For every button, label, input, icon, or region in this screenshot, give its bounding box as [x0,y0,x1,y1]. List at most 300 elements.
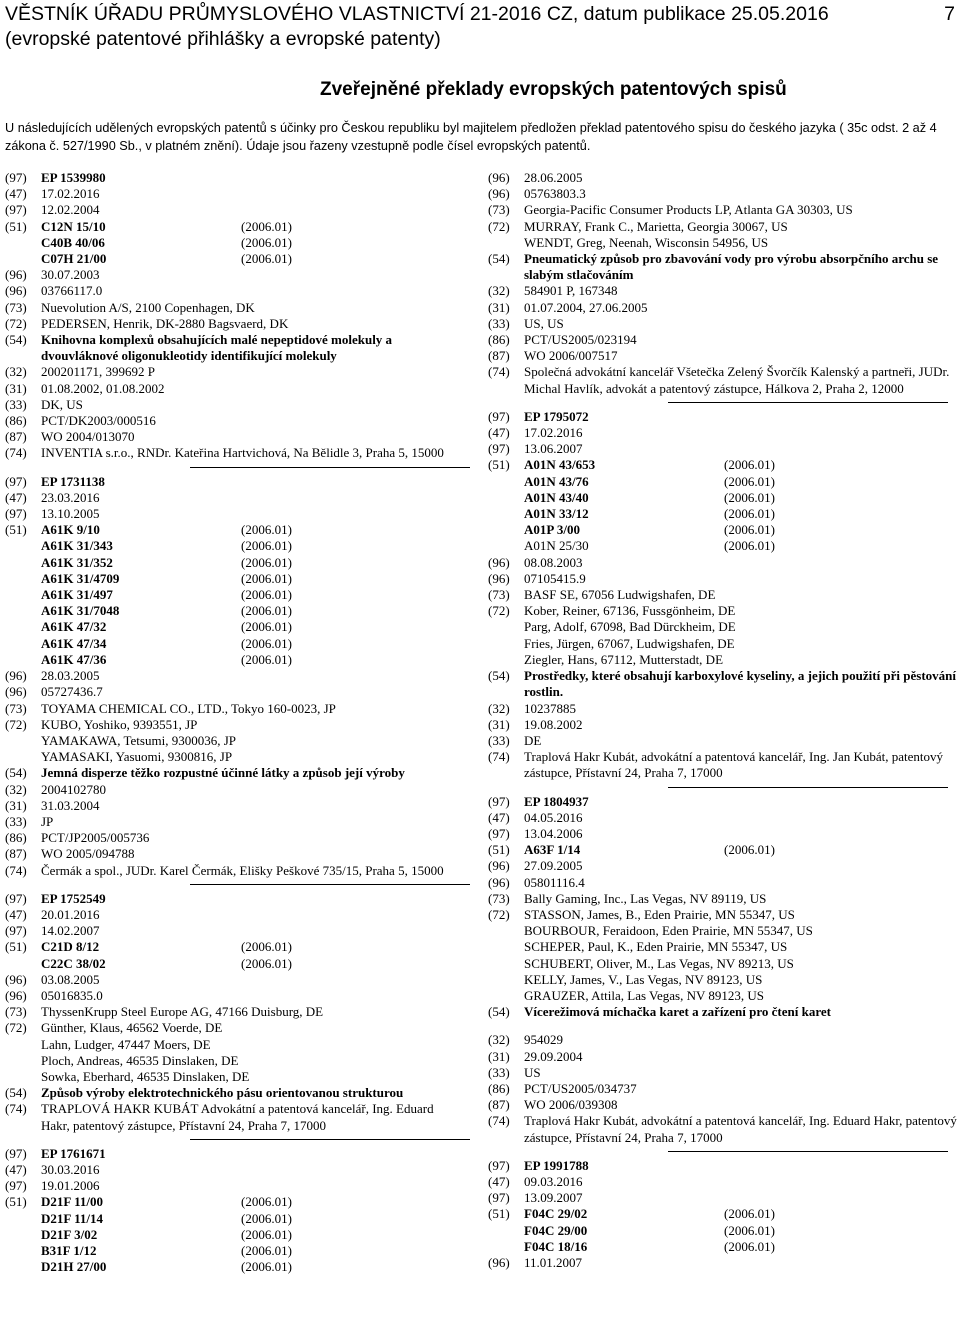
patent-field [5,429,465,445]
patent-field [5,652,465,668]
field-code: (87) [5,429,27,445]
field-value: 31.03.2004 [41,797,100,813]
patent-field [5,251,465,267]
patent-field [488,1190,958,1206]
field-code [488,972,524,988]
patent-field [5,364,465,380]
ipc-class: A61K 31/343 [41,538,113,554]
field-code [5,1053,41,1069]
field-code [5,555,41,571]
field-value: 17.02.2016 [524,425,583,441]
patent-entry [488,409,958,782]
field-value: PCT/US2005/034737 [524,1080,637,1096]
classification [41,571,465,587]
patent-field [5,1243,465,1259]
patent-field [5,587,465,603]
field-value: Způsob výroby elektrotechnického pásu orientovanou strukturou [41,1085,404,1101]
patent-field [488,251,958,283]
entry-separator [488,397,958,409]
field-code [488,988,524,1004]
field-code: (72) [5,1020,27,1036]
ipc-version: (2006.01) [241,1194,292,1210]
patent-field [5,267,465,283]
patent-field [488,988,958,1004]
field-value: WO 2006/039308 [524,1097,618,1113]
field-value: Sowka, Eberhard, 46535 Dinslaken, DE [41,1068,250,1084]
classification [524,506,958,522]
entry-separator [5,1134,465,1146]
field-value: 200201171, 399692 P [41,364,155,380]
ipc-version: (2006.01) [724,473,775,489]
field-value: PCT/JP2005/005736 [41,830,150,846]
ipc-class: A01N 33/12 [524,506,589,522]
ipc-class: A01P 3/00 [524,522,580,538]
patent-field [488,701,958,717]
patent-field [5,733,465,749]
patent-field [5,636,465,652]
field-code: (73) [488,587,510,603]
field-code [488,636,524,652]
field-value: EP 1795072 [524,408,589,424]
field-code: (51) [5,939,27,955]
field-code [488,538,524,554]
ipc-version: (2006.01) [241,651,292,667]
field-code: (54) [5,332,27,348]
ipc-version: (2006.01) [724,457,775,473]
patent-field [5,782,465,798]
patent-field [488,348,958,364]
patent-field [488,956,958,972]
patent-field [5,1227,465,1243]
field-code: (96) [488,874,510,890]
patent-field [488,652,958,668]
classification [41,235,465,251]
field-code [5,1069,41,1085]
patent-field [5,923,465,939]
patent-field [488,733,958,749]
ipc-version: (2006.01) [724,1206,775,1222]
patent-field [488,1255,958,1271]
ipc-class: D21F 11/14 [41,1210,103,1226]
patent-field [488,891,958,907]
spacer [488,1020,958,1032]
field-value: ThyssenKrupp Steel Europe AG, 47166 Duisburg, DE [41,1004,324,1020]
patent-field [488,555,958,571]
field-code [5,1037,41,1053]
patent-field [5,170,465,186]
field-value: STASSON, James, B., Eden Prairie, MN 55347, US [524,906,795,922]
field-code [5,1227,41,1243]
field-value: 05727436.7 [41,684,103,700]
patent-field [5,972,465,988]
field-code: (97) [488,1157,510,1173]
field-code: (86) [488,332,510,348]
field-code: (47) [5,186,27,202]
classification [41,587,465,603]
patent-field [5,474,465,490]
field-code: (96) [488,1255,510,1270]
field-code: (96) [488,554,510,570]
field-code [488,619,524,635]
field-code: (97) [5,1145,27,1161]
field-code: (32) [5,364,27,380]
ipc-version: (2006.01) [724,1238,775,1254]
patent-field [5,186,465,202]
patent-field [488,907,958,923]
patent-entry [5,474,465,879]
patent-entry [5,1146,465,1276]
field-code: (32) [488,283,510,299]
classification [524,457,958,473]
patent-field [5,538,465,554]
patent-field [5,1178,465,1194]
field-code: (97) [488,793,510,809]
field-code [5,619,41,635]
field-value: BOURBOUR, Feraidoon, Eden Prairie, MN 55347, US [524,923,813,939]
patent-field [5,283,465,299]
field-code: (32) [5,781,27,797]
patent-field [5,830,465,846]
classification [41,1194,465,1210]
patent-field [488,300,958,316]
ipc-version: (2006.01) [724,842,775,858]
field-code: (96) [5,971,27,987]
field-value: Traplová Hakr Kubát, advokátní a patentová kancelář, Ing. Eduard Hakr, patentový zástupce, Přístavní 24, Praha 7, 17000 [524,1113,957,1145]
journal-title: VĚSTNÍK ÚŘADU PRŮMYSLOVÉHO VLASTNICTVÍ 21-2016 CZ, datum publikace 25.05.2016 [5,3,829,25]
patent-field [488,619,958,635]
patent-field [488,219,958,235]
patent-field [488,1097,958,1113]
patent-field [488,1158,958,1174]
ipc-class: A01N 43/653 [524,457,596,473]
field-code: (74) [488,1113,510,1129]
patent-field [488,235,958,251]
field-code [5,956,41,972]
field-code [5,251,41,267]
field-value: Fries, Jürgen, 67067, Ludwigshafen, DE [524,635,735,651]
ipc-class: D21F 3/02 [41,1226,98,1242]
classification [41,538,465,554]
field-code: (96) [5,987,27,1003]
field-code [488,939,524,955]
field-code: (97) [5,1178,27,1194]
patent-field [488,474,958,490]
patent-field [488,1174,958,1190]
field-code: (73) [488,890,510,906]
patent-field [488,939,958,955]
field-value: Traplová Hakr Kubát, advokátní a patentová kancelář, Ing. Jan Kubát, patentový zástupce, Přístavní 24, Praha 7, 17000 [524,749,944,781]
field-code: (74) [5,445,27,461]
classification [41,1211,465,1227]
page-header [5,2,955,52]
field-code [5,235,41,251]
field-code: (47) [5,906,27,922]
patent-field [5,332,465,364]
field-code: (51) [5,1194,27,1210]
ipc-class: A61K 47/34 [41,635,107,651]
field-code: (72) [488,218,510,234]
field-code: (97) [488,441,510,457]
field-code [5,636,41,652]
field-value: Ziegler, Hans, 67112, Mutterstadt, DE [524,651,724,667]
field-value: 01.07.2004, 27.06.2005 [524,299,648,315]
ipc-class: A61K 31/352 [41,554,113,570]
field-code: (96) [5,668,27,684]
classification [41,636,465,652]
patent-field [5,603,465,619]
field-code: (74) [488,749,510,765]
field-code: (96) [5,684,27,700]
patent-field [5,397,465,413]
field-value: TOYAMA CHEMICAL CO., LTD., Tokyo 160-0023, JP [41,700,336,716]
classification [41,939,465,955]
ipc-version: (2006.01) [241,635,292,651]
field-value: 07105415.9 [524,570,586,586]
field-code: (97) [488,1190,510,1206]
field-code: (73) [488,202,510,218]
ipc-class: A61K 31/4709 [41,570,120,586]
field-value: 19.01.2006 [41,1178,100,1194]
field-value: YAMAKAWA, Tetsumi, 9300036, JP [41,732,236,748]
classification [41,219,465,235]
field-value: 19.08.2002 [524,716,583,732]
patent-field [5,1004,465,1020]
field-code: (47) [488,425,510,441]
patent-field [5,684,465,700]
field-code: (51) [5,218,27,234]
field-code: (96) [488,570,510,586]
patent-field [5,907,465,923]
field-code [5,749,41,765]
classification [524,1206,958,1222]
patent-field [5,798,465,814]
patent-field [488,409,958,425]
field-value: WENDT, Greg, Neenah, Wisconsin 54956, US [524,234,769,250]
ipc-version: (2006.01) [724,522,775,538]
field-code: (31) [488,299,510,315]
field-value: US [524,1064,541,1080]
classification [41,603,465,619]
ipc-class: C07H 21/00 [41,251,107,267]
field-value: Günther, Klaus, 46562 Voerde, DE [41,1020,223,1036]
patent-field [5,413,465,429]
patent-field [5,202,465,218]
field-value: 03766117.0 [41,283,103,299]
patent-field [5,1259,465,1275]
field-code: (86) [5,413,27,429]
patent-field [488,283,958,299]
field-code: (97) [488,825,510,841]
field-value: 30.03.2016 [41,1161,100,1177]
ipc-version: (2006.01) [724,1222,775,1238]
patent-field [5,506,465,522]
classification [41,1259,465,1275]
patent-field [5,1037,465,1053]
ipc-version: (2006.01) [241,554,292,570]
classification [41,1227,465,1243]
ipc-version: (2006.01) [241,1226,292,1242]
field-value: 05801116.4 [524,874,585,890]
field-code: (31) [5,797,27,813]
entry-separator [488,1146,958,1158]
ipc-class: C40B 40/06 [41,234,105,250]
classification [41,619,465,635]
field-value: US, US [524,315,564,331]
left-column [5,170,465,1275]
field-value: Prostředky, které obsahují karboxylové kyseliny, a jejich použití při pěstování rostlin. [524,668,957,700]
field-value: Čermák a spol., JUDr. Karel Čermák, Elišky Peškové 735/15, Praha 5, 15000 [41,862,444,878]
field-code: (96) [5,283,27,299]
field-value: EP 1731138 [41,473,105,489]
field-value: 28.03.2005 [41,668,100,684]
ipc-class: A01N 43/40 [524,489,589,505]
patent-field [488,603,958,619]
field-value: 13.04.2006 [524,825,583,841]
field-value: 20.01.2016 [41,906,100,922]
field-value: 05016835.0 [41,987,103,1003]
field-value: 01.08.2002, 01.08.2002 [41,380,165,396]
field-code [488,506,524,522]
field-code: (96) [5,267,27,283]
patent-field [488,186,958,202]
field-code: (86) [5,830,27,846]
ipc-version: (2006.01) [241,218,292,234]
patent-field [488,972,958,988]
field-code [488,1239,524,1255]
field-value: 954029 [524,1032,563,1048]
patent-field [5,1194,465,1210]
ipc-version: (2006.01) [241,570,292,586]
field-code [5,603,41,619]
field-code: (33) [488,315,510,331]
patent-field [488,587,958,603]
field-value: PCT/DK2003/000516 [41,413,156,429]
field-value: SCHUBERT, Oliver, M., Las Vegas, NV 89213, US [524,955,794,971]
field-value: 2004102780 [41,781,106,797]
field-code: (47) [5,1161,27,1177]
ipc-version: (2006.01) [241,1243,292,1258]
field-code: (32) [488,1032,510,1048]
field-value: KELLY, James, V., Las Vegas, NV 89123, US [524,971,763,987]
ipc-version: (2006.01) [241,522,292,538]
field-code: (97) [5,890,27,906]
entry-separator [5,879,465,891]
field-value: YAMASAKI, Yasuomi, 9300816, JP [41,749,233,765]
field-code: (54) [5,1085,27,1101]
patent-field [488,170,958,186]
field-code [488,522,524,538]
patent-field [488,457,958,473]
patent-entry [488,1158,958,1271]
patent-field [5,749,465,765]
field-code [488,1223,524,1239]
patent-field [488,794,958,810]
field-value: 584901 P, 167348 [524,283,618,299]
field-value: EP 1991788 [524,1157,589,1173]
ipc-class: F04C 18/16 [524,1238,588,1254]
patent-field [488,749,958,781]
patent-field [488,1032,958,1048]
patent-field [5,571,465,587]
patent-field [5,300,465,316]
ipc-version: (2006.01) [241,955,292,971]
field-value: Bally Gaming, Inc., Las Vegas, NV 89119, US [524,890,767,906]
field-value: 14.02.2007 [41,923,100,939]
field-value: 28.06.2005 [524,170,583,185]
ipc-version: (2006.01) [724,538,775,554]
ipc-version: (2006.01) [241,1210,292,1226]
field-code: (47) [488,809,510,825]
field-value: 13.06.2007 [524,441,583,457]
patent-field [488,1239,958,1255]
field-value: BASF SE, 67056 Ludwigshafen, DE [524,587,716,603]
field-code: (96) [488,186,510,202]
field-code: (72) [5,315,27,331]
field-value: Nuevolution A/S, 2100 Copenhagen, DK [41,299,255,315]
field-code: (87) [488,348,510,364]
patent-field [5,619,465,635]
field-code: (47) [5,489,27,505]
ipc-version: (2006.01) [241,587,292,603]
field-code: (47) [488,1173,510,1189]
ipc-version: (2006.01) [241,1259,292,1275]
patent-field [5,1069,465,1085]
field-value: 29.09.2004 [524,1048,583,1064]
field-code: (32) [488,700,510,716]
patent-field [488,810,958,826]
patent-field [488,717,958,733]
patent-field [5,381,465,397]
field-code: (97) [5,923,27,939]
field-code: (54) [5,765,27,781]
patent-field [488,490,958,506]
patent-field [5,814,465,830]
field-value: 12.02.2004 [41,202,100,218]
field-code: (97) [5,202,27,218]
field-value: 08.08.2003 [524,554,583,570]
ipc-version: (2006.01) [241,619,292,635]
patent-field [5,668,465,684]
field-value: 09.03.2016 [524,1173,583,1189]
patent-field [5,555,465,571]
field-code: (31) [488,716,510,732]
ipc-version: (2006.01) [724,489,775,505]
patent-field [5,765,465,781]
ipc-class: B31F 1/12 [41,1243,97,1258]
patent-field [5,717,465,733]
field-value: PCT/US2005/023194 [524,332,637,348]
patent-field [5,1085,465,1101]
field-code: (33) [488,732,510,748]
ipc-version: (2006.01) [241,603,292,619]
field-value: EP 1804937 [524,793,589,809]
patent-field [488,1065,958,1081]
field-code [5,652,41,668]
patent-field [488,826,958,842]
field-value: Kober, Reiner, 67136, Fussgönheim, DE [524,603,736,619]
entry-separator [5,462,465,474]
field-value: 23.03.2016 [41,489,100,505]
field-value: PEDERSEN, Henrik, DK-2880 Bagsvaerd, DK [41,315,289,331]
patent-field [488,316,958,332]
field-value: GRAUZER, Attila, Las Vegas, NV 89123, US [524,987,765,1003]
field-code [5,733,41,749]
field-value: 04.05.2016 [524,809,583,825]
field-code: (97) [488,408,510,424]
classification [41,522,465,538]
ipc-version: (2006.01) [724,506,775,522]
ipc-class: D21H 27/00 [41,1259,107,1275]
